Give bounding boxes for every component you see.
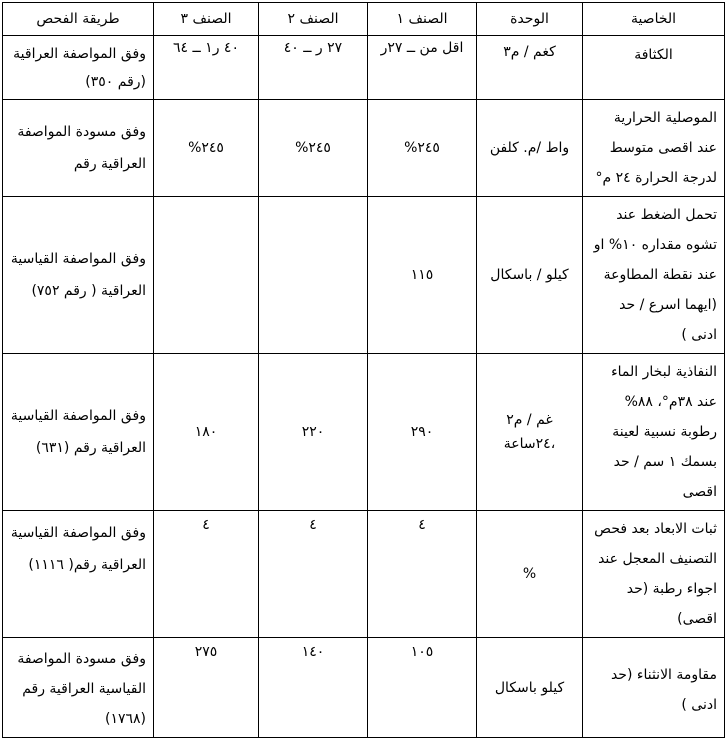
grade-2-cell: ٢٤٥% (259, 100, 368, 197)
property-cell: تحمل الضغط عند تشوه مقداره ١٠% او عند نقطة المطاوعة (ايهما اسرع / حد ادنى ) (583, 197, 725, 354)
test-method-cell: وفق مسودة المواصفة القياسية العراقية رقم (١٧٦٨) (3, 638, 154, 738)
table-row (3, 197, 725, 354)
grade-3-cell: ٤ (154, 511, 259, 638)
grade-3-cell (154, 197, 259, 354)
table-row (3, 100, 725, 197)
header-unit: الوحدة (477, 3, 583, 36)
test-method-cell: وفق المواصفة القياسية العراقية ( رقم ٧٥٢) (3, 197, 154, 354)
unit-cell: غم / م٢ ،٢٤ساعة (477, 354, 583, 511)
specification-table (2, 2, 725, 738)
grade-1-cell: ١٠٥ (368, 638, 477, 738)
unit-cell: كيلو / باسكال (477, 197, 583, 354)
unit-cell: كغم / م٣ (477, 36, 583, 100)
grade-3-cell: ٢٤٥% (154, 100, 259, 197)
table-row (3, 511, 725, 638)
header-property: الخاصية (583, 3, 725, 36)
property-cell: الكثافة (583, 36, 725, 100)
test-method-cell: وفق مسودة المواصفة العراقية رقم (3, 100, 154, 197)
header-test-method: طريقة الفحص (3, 3, 154, 36)
property-cell: ثبات الابعاد بعد فحص التصنيف المعجل عند اجواء رطبة (حد اقصى) (583, 511, 725, 638)
property-cell: مقاومة الانثناء (حد ادنى ) (583, 638, 725, 738)
unit-cell: كيلو باسكال (477, 638, 583, 738)
grade-1-cell: ٢٤٥% (368, 100, 477, 197)
grade-1-cell: ٢٩٠ (368, 354, 477, 511)
grade-1-cell: اقل من ــ ٢٧ر (368, 36, 477, 100)
unit-cell: % (477, 511, 583, 638)
test-method-cell: وفق المواصفة العراقية (رقم ٣٥٠) (3, 36, 154, 100)
grade-3-cell: ٤٠ ر١ ــ ٦٤ (154, 36, 259, 100)
grade-2-cell: ١٤٠ (259, 638, 368, 738)
property-cell: الموصلية الحرارية عند اقصى متوسط لدرجة الحرارة ٢٤ م° (583, 100, 725, 197)
grade-1-cell: ١١٥ (368, 197, 477, 354)
grade-2-cell: ٢٢٠ (259, 354, 368, 511)
header-row (3, 3, 725, 36)
test-method-cell: وفق المواصفة القياسية العراقية رقم (٦٣١) (3, 354, 154, 511)
grade-2-cell: ٤ (259, 511, 368, 638)
table-row (3, 354, 725, 511)
grade-3-cell: ١٨٠ (154, 354, 259, 511)
table-row (3, 638, 725, 738)
property-cell: النفاذية لبخار الماء عند ٣٨م°، ٨٨% رطوبة نسبية لعينة بسمك ١ سم / حد اقصى (583, 354, 725, 511)
grade-2-cell (259, 197, 368, 354)
grade-2-cell: ٢٧ ر ــ ٤٠ (259, 36, 368, 100)
unit-cell: واط /م. كلفن (477, 100, 583, 197)
table-row (3, 36, 725, 100)
header-grade-3: الصنف ٣ (154, 3, 259, 36)
header-grade-2: الصنف ٢ (259, 3, 368, 36)
grade-1-cell: ٤ (368, 511, 477, 638)
header-grade-1: الصنف ١ (368, 3, 477, 36)
test-method-cell: وفق المواصفة القياسية العراقية رقم( ١١١٦) (3, 511, 154, 638)
grade-3-cell: ٢٧٥ (154, 638, 259, 738)
